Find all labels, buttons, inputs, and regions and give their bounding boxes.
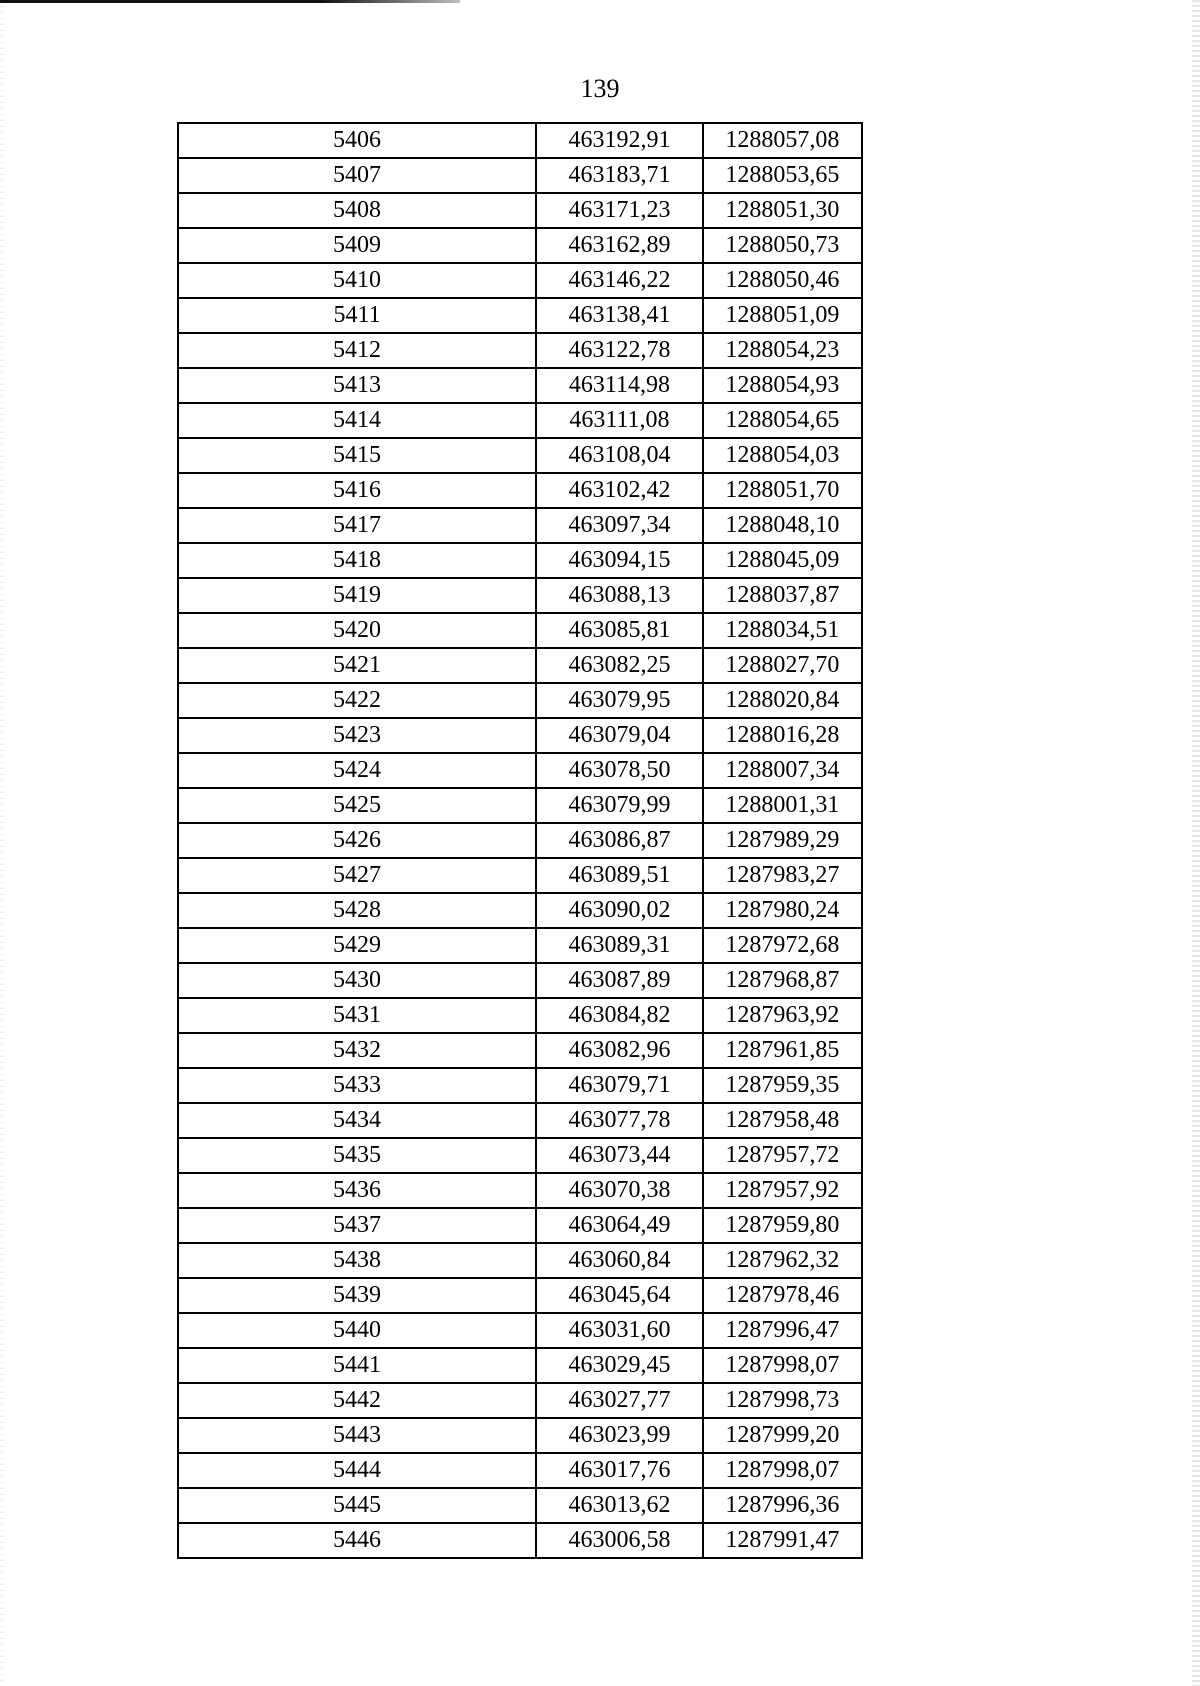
x-coordinate-cell: 463090,02 (536, 893, 703, 928)
point-id-cell: 5408 (178, 193, 536, 228)
point-id-cell: 5446 (178, 1523, 536, 1558)
table-row (178, 1313, 862, 1348)
point-id-cell: 5422 (178, 683, 536, 718)
y-coordinate-cell: 1288054,03 (703, 438, 862, 473)
y-coordinate-cell: 1288045,09 (703, 543, 862, 578)
point-id-cell: 5424 (178, 753, 536, 788)
point-id-cell: 5433 (178, 1068, 536, 1103)
table-row (178, 998, 862, 1033)
y-coordinate-cell: 1287963,92 (703, 998, 862, 1033)
point-id-cell: 5418 (178, 543, 536, 578)
table-row (178, 1103, 862, 1138)
y-coordinate-cell: 1288037,87 (703, 578, 862, 613)
table-row (178, 1208, 862, 1243)
table-row (178, 1523, 862, 1558)
y-coordinate-cell: 1287962,32 (703, 1243, 862, 1278)
table-row (178, 473, 862, 508)
y-coordinate-cell: 1288051,30 (703, 193, 862, 228)
point-id-cell: 5409 (178, 228, 536, 263)
point-id-cell: 5437 (178, 1208, 536, 1243)
table-row (178, 263, 862, 298)
point-id-cell: 5435 (178, 1138, 536, 1173)
point-id-cell: 5436 (178, 1173, 536, 1208)
y-coordinate-cell: 1288020,84 (703, 683, 862, 718)
y-coordinate-cell: 1287959,35 (703, 1068, 862, 1103)
x-coordinate-cell: 463060,84 (536, 1243, 703, 1278)
x-coordinate-cell: 463079,95 (536, 683, 703, 718)
scan-edge-right (1192, 0, 1200, 1686)
y-coordinate-cell: 1288053,65 (703, 158, 862, 193)
point-id-cell: 5428 (178, 893, 536, 928)
point-id-cell: 5419 (178, 578, 536, 613)
y-coordinate-cell: 1288034,51 (703, 613, 862, 648)
point-id-cell: 5432 (178, 1033, 536, 1068)
table-row (178, 298, 862, 333)
x-coordinate-cell: 463089,51 (536, 858, 703, 893)
table-row (178, 683, 862, 718)
y-coordinate-cell: 1287957,72 (703, 1138, 862, 1173)
table-row (178, 508, 862, 543)
y-coordinate-cell: 1287983,27 (703, 858, 862, 893)
y-coordinate-cell: 1287998,07 (703, 1453, 862, 1488)
point-id-cell: 5438 (178, 1243, 536, 1278)
table-row (178, 718, 862, 753)
point-id-cell: 5425 (178, 788, 536, 823)
point-id-cell: 5413 (178, 368, 536, 403)
point-id-cell: 5406 (178, 123, 536, 158)
table-row (178, 648, 862, 683)
x-coordinate-cell: 463102,42 (536, 473, 703, 508)
table-row (178, 193, 862, 228)
y-coordinate-cell: 1287991,47 (703, 1523, 862, 1558)
x-coordinate-cell: 463082,96 (536, 1033, 703, 1068)
x-coordinate-cell: 463027,77 (536, 1383, 703, 1418)
y-coordinate-cell: 1288016,28 (703, 718, 862, 753)
coordinates-table (177, 122, 863, 1559)
table-row (178, 1418, 862, 1453)
x-coordinate-cell: 463023,99 (536, 1418, 703, 1453)
table-row (178, 823, 862, 858)
point-id-cell: 5421 (178, 648, 536, 683)
x-coordinate-cell: 463064,49 (536, 1208, 703, 1243)
y-coordinate-cell: 1287980,24 (703, 893, 862, 928)
point-id-cell: 5411 (178, 298, 536, 333)
y-coordinate-cell: 1287978,46 (703, 1278, 862, 1313)
point-id-cell: 5412 (178, 333, 536, 368)
table-row (178, 963, 862, 998)
x-coordinate-cell: 463029,45 (536, 1348, 703, 1383)
x-coordinate-cell: 463089,31 (536, 928, 703, 963)
y-coordinate-cell: 1288050,46 (703, 263, 862, 298)
x-coordinate-cell: 463017,76 (536, 1453, 703, 1488)
y-coordinate-cell: 1288051,70 (703, 473, 862, 508)
x-coordinate-cell: 463085,81 (536, 613, 703, 648)
point-id-cell: 5426 (178, 823, 536, 858)
y-coordinate-cell: 1288048,10 (703, 508, 862, 543)
x-coordinate-cell: 463183,71 (536, 158, 703, 193)
table-row (178, 578, 862, 613)
point-id-cell: 5439 (178, 1278, 536, 1313)
x-coordinate-cell: 463006,58 (536, 1523, 703, 1558)
point-id-cell: 5443 (178, 1418, 536, 1453)
x-coordinate-cell: 463087,89 (536, 963, 703, 998)
point-id-cell: 5442 (178, 1383, 536, 1418)
y-coordinate-cell: 1288051,09 (703, 298, 862, 333)
y-coordinate-cell: 1287961,85 (703, 1033, 862, 1068)
table-row (178, 543, 862, 578)
table-row (178, 438, 862, 473)
x-coordinate-cell: 463077,78 (536, 1103, 703, 1138)
x-coordinate-cell: 463084,82 (536, 998, 703, 1033)
scan-edge-left (0, 0, 4, 1686)
scan-edge-top (0, 0, 460, 3)
point-id-cell: 5417 (178, 508, 536, 543)
table-row (178, 858, 862, 893)
table-row (178, 1383, 862, 1418)
y-coordinate-cell: 1288001,31 (703, 788, 862, 823)
x-coordinate-cell: 463031,60 (536, 1313, 703, 1348)
x-coordinate-cell: 463079,99 (536, 788, 703, 823)
table-row (178, 753, 862, 788)
x-coordinate-cell: 463138,41 (536, 298, 703, 333)
x-coordinate-cell: 463094,15 (536, 543, 703, 578)
y-coordinate-cell: 1288054,65 (703, 403, 862, 438)
point-id-cell: 5441 (178, 1348, 536, 1383)
point-id-cell: 5407 (178, 158, 536, 193)
table-row (178, 893, 862, 928)
y-coordinate-cell: 1287989,29 (703, 823, 862, 858)
y-coordinate-cell: 1288057,08 (703, 123, 862, 158)
x-coordinate-cell: 463078,50 (536, 753, 703, 788)
point-id-cell: 5444 (178, 1453, 536, 1488)
table-row (178, 1068, 862, 1103)
x-coordinate-cell: 463097,34 (536, 508, 703, 543)
x-coordinate-cell: 463088,13 (536, 578, 703, 613)
point-id-cell: 5416 (178, 473, 536, 508)
point-id-cell: 5440 (178, 1313, 536, 1348)
x-coordinate-cell: 463162,89 (536, 228, 703, 263)
y-coordinate-cell: 1287968,87 (703, 963, 862, 998)
point-id-cell: 5410 (178, 263, 536, 298)
table-row (178, 928, 862, 963)
y-coordinate-cell: 1287959,80 (703, 1208, 862, 1243)
x-coordinate-cell: 463079,04 (536, 718, 703, 753)
y-coordinate-cell: 1287996,36 (703, 1488, 862, 1523)
x-coordinate-cell: 463114,98 (536, 368, 703, 403)
x-coordinate-cell: 463086,87 (536, 823, 703, 858)
table-row (178, 123, 862, 158)
x-coordinate-cell: 463070,38 (536, 1173, 703, 1208)
x-coordinate-cell: 463013,62 (536, 1488, 703, 1523)
y-coordinate-cell: 1287957,92 (703, 1173, 862, 1208)
table-row (178, 1243, 862, 1278)
point-id-cell: 5445 (178, 1488, 536, 1523)
x-coordinate-cell: 463122,78 (536, 333, 703, 368)
point-id-cell: 5429 (178, 928, 536, 963)
page-number: 139 (580, 74, 620, 103)
y-coordinate-cell: 1288007,34 (703, 753, 862, 788)
table-row (178, 1453, 862, 1488)
table-row (178, 1173, 862, 1208)
point-id-cell: 5434 (178, 1103, 536, 1138)
table-row (178, 403, 862, 438)
table-row (178, 613, 862, 648)
y-coordinate-cell: 1288054,93 (703, 368, 862, 403)
y-coordinate-cell: 1287999,20 (703, 1418, 862, 1453)
x-coordinate-cell: 463079,71 (536, 1068, 703, 1103)
point-id-cell: 5414 (178, 403, 536, 438)
point-id-cell: 5431 (178, 998, 536, 1033)
y-coordinate-cell: 1287996,47 (703, 1313, 862, 1348)
table-row (178, 1138, 862, 1173)
point-id-cell: 5420 (178, 613, 536, 648)
table-row (178, 788, 862, 823)
table-row (178, 1033, 862, 1068)
table-row (178, 1278, 862, 1313)
table-row (178, 228, 862, 263)
table-row (178, 1488, 862, 1523)
x-coordinate-cell: 463045,64 (536, 1278, 703, 1313)
table-row (178, 158, 862, 193)
y-coordinate-cell: 1288050,73 (703, 228, 862, 263)
point-id-cell: 5415 (178, 438, 536, 473)
x-coordinate-cell: 463171,23 (536, 193, 703, 228)
point-id-cell: 5430 (178, 963, 536, 998)
coordinates-table-body (178, 123, 862, 1558)
point-id-cell: 5427 (178, 858, 536, 893)
x-coordinate-cell: 463192,91 (536, 123, 703, 158)
y-coordinate-cell: 1287972,68 (703, 928, 862, 963)
y-coordinate-cell: 1287998,73 (703, 1383, 862, 1418)
x-coordinate-cell: 463146,22 (536, 263, 703, 298)
x-coordinate-cell: 463082,25 (536, 648, 703, 683)
table-row (178, 368, 862, 403)
table-row (178, 333, 862, 368)
point-id-cell: 5423 (178, 718, 536, 753)
x-coordinate-cell: 463073,44 (536, 1138, 703, 1173)
y-coordinate-cell: 1287998,07 (703, 1348, 862, 1383)
x-coordinate-cell: 463108,04 (536, 438, 703, 473)
x-coordinate-cell: 463111,08 (536, 403, 703, 438)
y-coordinate-cell: 1288054,23 (703, 333, 862, 368)
y-coordinate-cell: 1287958,48 (703, 1103, 862, 1138)
table-row (178, 1348, 862, 1383)
y-coordinate-cell: 1288027,70 (703, 648, 862, 683)
